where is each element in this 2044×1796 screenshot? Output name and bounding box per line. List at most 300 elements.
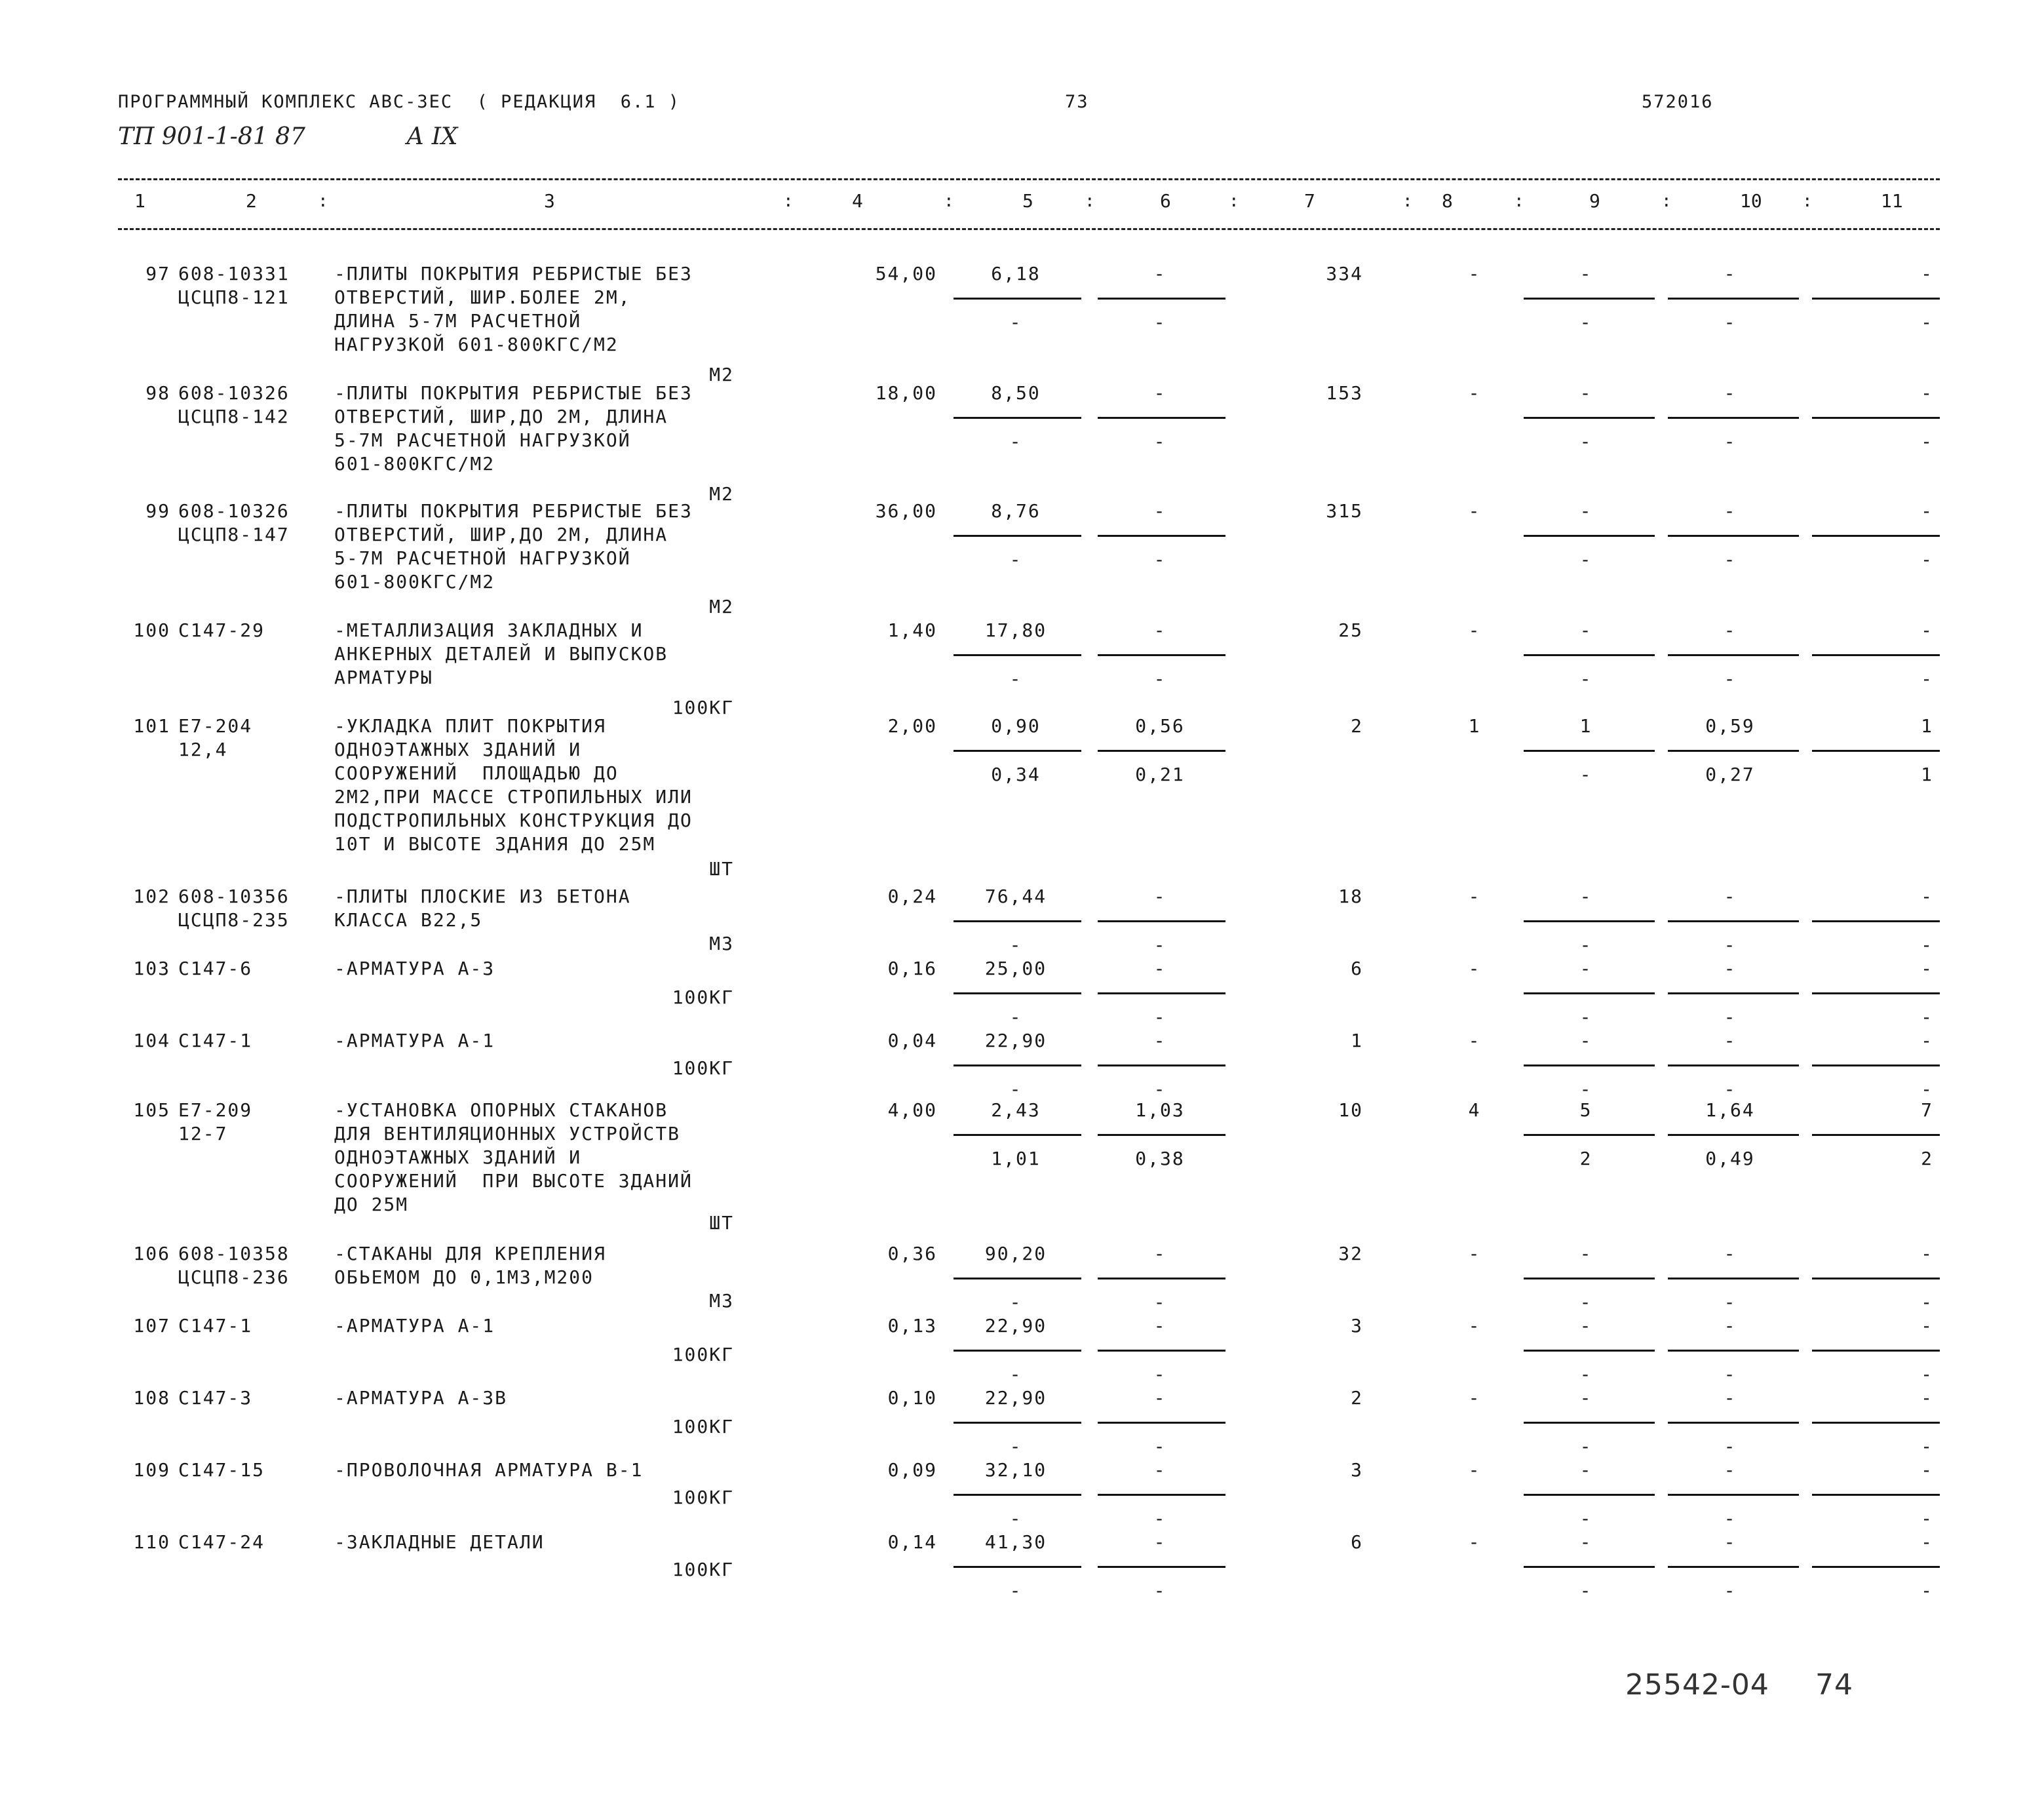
fraction-bar <box>1668 992 1799 994</box>
cost-total-sub: - <box>1009 1006 1022 1028</box>
column-10-value: - <box>1724 886 1737 907</box>
fraction-bar <box>1098 1494 1225 1496</box>
quantity: 0,09 <box>887 1459 937 1481</box>
cost-wages-sub: - <box>1153 1435 1167 1457</box>
resource-code: С147-24 <box>178 1531 265 1553</box>
work-description: 10Т И ВЫСОТЕ ЗДАНИЯ ДО 25М <box>334 833 656 855</box>
cost-wages: - <box>1153 500 1167 522</box>
column-11-sub: - <box>1921 668 1933 690</box>
cost-wages: - <box>1153 958 1167 979</box>
work-description: ОТВЕРСТИЙ, ШИР,ДО 2М, ДЛИНА <box>334 406 668 427</box>
column-9-sub: - <box>1579 1006 1592 1028</box>
cost-total: 8,50 <box>991 382 1041 404</box>
column-9-sub: - <box>1579 1363 1592 1385</box>
cost-total-sub: - <box>1009 1580 1022 1601</box>
column-separator: : <box>1229 191 1239 211</box>
fraction-bar <box>1812 298 1940 300</box>
column-10-sub: - <box>1724 1580 1737 1601</box>
column-11-value: - <box>1921 1459 1933 1481</box>
page-number: 73 <box>1065 92 1089 112</box>
cost-wages: - <box>1153 1387 1167 1409</box>
fraction-bar <box>1668 750 1799 752</box>
column-9-sub: - <box>1579 1291 1592 1313</box>
fraction-bar <box>954 992 1081 994</box>
work-description: -ПЛИТЫ ПЛОСКИЕ ИЗ БЕТОНА <box>334 886 631 907</box>
column-8-value: - <box>1468 619 1481 641</box>
column-number: 1 <box>134 190 145 212</box>
column-number: 2 <box>246 190 257 212</box>
work-description: НАГРУЗКОЙ 601-800КГС/М2 <box>334 334 619 355</box>
column-11-sub: - <box>1921 1006 1933 1028</box>
fraction-bar <box>954 1064 1081 1066</box>
column-8-value: - <box>1468 1387 1481 1409</box>
fraction-bar <box>1524 1566 1655 1568</box>
column-10-value: - <box>1724 619 1737 641</box>
unit-of-measure: ШТ <box>709 858 734 880</box>
column-9-sub: - <box>1579 1078 1592 1100</box>
column-9-value: - <box>1579 1315 1592 1337</box>
fraction-bar <box>954 1278 1081 1279</box>
unit-of-measure: М3 <box>709 1290 734 1312</box>
column-7-value: 334 <box>1326 263 1363 284</box>
resource-code: ЦСЦП8-236 <box>178 1266 290 1288</box>
column-10-sub: - <box>1724 311 1737 333</box>
cost-wages: - <box>1153 382 1167 404</box>
column-10-value: - <box>1724 382 1737 404</box>
column-8-value: - <box>1468 1315 1481 1337</box>
resource-code: 608-10326 <box>178 382 290 404</box>
work-description: 601-800КГС/М2 <box>334 453 495 475</box>
column-8-value: - <box>1468 958 1481 979</box>
column-separator: : <box>1802 191 1813 211</box>
fraction-bar <box>1668 1350 1799 1352</box>
work-description: ПОДСТРОПИЛЬНЫХ КОНСТРУКЦИЯ ДО <box>334 810 693 831</box>
fraction-bar <box>1524 1064 1655 1066</box>
work-description: 2М2,ПРИ МАССЕ СТРОПИЛЬНЫХ ИЛИ <box>334 786 693 808</box>
cost-wages-sub: - <box>1153 1580 1167 1601</box>
column-11-sub: - <box>1921 549 1933 570</box>
column-7-value: 3 <box>1351 1315 1363 1337</box>
column-9-sub: 2 <box>1579 1148 1592 1169</box>
column-9-value: - <box>1579 1459 1592 1481</box>
work-description: ДО 25М <box>334 1194 409 1215</box>
cost-total: 22,90 <box>984 1030 1047 1051</box>
fraction-bar <box>1668 417 1799 419</box>
column-11-value: 7 <box>1921 1099 1933 1121</box>
column-9-value: - <box>1579 500 1592 522</box>
cost-total: 76,44 <box>984 886 1047 907</box>
column-9-sub: - <box>1579 549 1592 570</box>
work-description: -СТАКАНЫ ДЛЯ КРЕПЛЕНИЯ <box>334 1243 606 1264</box>
column-9-value: - <box>1579 619 1592 641</box>
row-number: 104 <box>133 1030 170 1051</box>
column-separator: : <box>1402 191 1413 211</box>
column-9-sub: - <box>1579 934 1592 956</box>
quantity: 0,24 <box>887 886 937 907</box>
column-separator: : <box>783 191 794 211</box>
cost-wages: - <box>1153 886 1167 907</box>
column-number: 8 <box>1442 190 1453 212</box>
column-8-value: 4 <box>1468 1099 1481 1121</box>
cost-total: 2,43 <box>991 1099 1041 1121</box>
unit-of-measure: 100КГ <box>672 1344 734 1365</box>
column-10-value: - <box>1724 500 1737 522</box>
column-11-value: - <box>1921 1387 1933 1409</box>
fraction-bar <box>1524 1494 1655 1496</box>
fraction-bar <box>1524 750 1655 752</box>
fraction-bar <box>954 298 1081 300</box>
cost-wages-sub: - <box>1153 1363 1167 1385</box>
resource-code: 608-10326 <box>178 500 290 522</box>
cost-wages: - <box>1153 1315 1167 1337</box>
column-7-value: 18 <box>1338 886 1363 907</box>
cost-total: 25,00 <box>984 958 1047 979</box>
unit-of-measure: М2 <box>709 483 734 505</box>
column-8-value: - <box>1468 382 1481 404</box>
cost-wages: - <box>1153 263 1167 284</box>
cost-wages-sub: - <box>1153 311 1167 333</box>
cost-total: 22,90 <box>984 1387 1047 1409</box>
column-10-sub: - <box>1724 1078 1737 1100</box>
fraction-bar <box>1524 535 1655 537</box>
fraction-bar <box>1098 654 1225 656</box>
sheet-number: 74 <box>1815 1668 1853 1702</box>
cost-wages-sub: - <box>1153 1508 1167 1529</box>
cost-wages-sub: - <box>1153 934 1167 956</box>
column-10-sub: - <box>1724 1006 1737 1028</box>
cost-total-sub: - <box>1009 431 1022 452</box>
cost-wages-sub: - <box>1153 1006 1167 1028</box>
unit-of-measure: 100КГ <box>672 986 734 1008</box>
program-header: ПРОГРАММНЫЙ КОМПЛЕКС АВС-ЗЕС ( РЕДАКЦИЯ 6.1 ) <box>118 92 681 112</box>
unit-of-measure: М2 <box>709 364 734 385</box>
quantity: 0,04 <box>887 1030 937 1051</box>
cost-total-sub: - <box>1009 1508 1022 1529</box>
work-description: -АРМАТУРА А-3 <box>334 958 495 979</box>
row-number: 107 <box>133 1315 170 1337</box>
fraction-bar <box>1668 535 1799 537</box>
cost-total: 0,90 <box>991 715 1041 737</box>
fraction-bar <box>954 920 1081 922</box>
work-description: 5-7М РАСЧЕТНОЙ НАГРУЗКОЙ <box>334 547 631 569</box>
column-10-value: - <box>1724 1459 1737 1481</box>
fraction-bar <box>1524 1422 1655 1424</box>
column-11-value: - <box>1921 382 1933 404</box>
column-number: 10 <box>1740 190 1762 212</box>
fraction-bar <box>1524 1350 1655 1352</box>
fraction-bar <box>1524 417 1655 419</box>
row-number: 105 <box>133 1099 170 1121</box>
row-number: 109 <box>133 1459 170 1481</box>
fraction-bar <box>1098 1278 1225 1279</box>
column-11-value: - <box>1921 886 1933 907</box>
column-8-value: 1 <box>1468 715 1481 737</box>
work-description: -ПЛИТЫ ПОКРЫТИЯ РЕБРИСТЫЕ БЕЗ <box>334 500 693 522</box>
column-11-value: - <box>1921 263 1933 284</box>
column-11-sub: 2 <box>1921 1148 1933 1169</box>
work-description: ОДНОЭТАЖНЫХ ЗДАНИЙ И <box>334 1146 582 1168</box>
column-10-value: 0,59 <box>1705 715 1755 737</box>
column-number: 3 <box>544 190 555 212</box>
cost-total-sub: - <box>1009 1435 1022 1457</box>
cost-wages-sub: - <box>1153 431 1167 452</box>
fraction-bar <box>1524 298 1655 300</box>
column-10-sub: - <box>1724 934 1737 956</box>
fraction-bar <box>1524 1134 1655 1136</box>
fraction-bar <box>954 1566 1081 1568</box>
row-number: 99 <box>145 500 170 522</box>
column-10-sub: - <box>1724 1363 1737 1385</box>
fraction-bar <box>1812 1134 1940 1136</box>
work-description: -МЕТАЛЛИЗАЦИЯ ЗАКЛАДНЫХ И <box>334 619 644 641</box>
quantity: 54,00 <box>875 263 937 284</box>
work-description: ОТВЕРСТИЙ, ШИР.БОЛЕЕ 2М, <box>334 286 631 308</box>
fraction-bar <box>954 1422 1081 1424</box>
fraction-bar <box>1098 298 1225 300</box>
column-11-value: - <box>1921 958 1933 979</box>
work-description: ДЛИНА 5-7М РАСЧЕТНОЙ <box>334 310 582 332</box>
column-10-sub: - <box>1724 668 1737 690</box>
column-8-value: - <box>1468 1243 1481 1264</box>
column-10-value: 1,64 <box>1705 1099 1755 1121</box>
row-number: 106 <box>133 1243 170 1264</box>
fraction-bar <box>1098 992 1225 994</box>
column-8-value: - <box>1468 1030 1481 1051</box>
unit-of-measure: ШТ <box>709 1212 734 1234</box>
cost-total-sub: - <box>1009 1363 1022 1385</box>
column-9-sub: - <box>1579 1508 1592 1529</box>
work-description: -ЗАКЛАДНЫЕ ДЕТАЛИ <box>334 1531 545 1553</box>
column-separator: : <box>318 191 328 211</box>
fraction-bar <box>1812 417 1940 419</box>
cost-total: 8,76 <box>991 500 1041 522</box>
fraction-bar <box>954 1134 1081 1136</box>
cost-total-sub: - <box>1009 1291 1022 1313</box>
cost-total: 6,18 <box>991 263 1041 284</box>
fraction-bar <box>1524 992 1655 994</box>
column-9-value: - <box>1579 1243 1592 1264</box>
fraction-bar <box>1098 750 1225 752</box>
cost-wages: - <box>1153 1243 1167 1264</box>
fraction-bar <box>1668 1422 1799 1424</box>
column-7-value: 10 <box>1338 1099 1363 1121</box>
cost-total: 32,10 <box>984 1459 1047 1481</box>
work-description: -ПЛИТЫ ПОКРЫТИЯ РЕБРИСТЫЕ БЕЗ <box>334 382 693 404</box>
work-description: АРМАТУРЫ <box>334 667 433 688</box>
fraction-bar <box>1668 1566 1799 1568</box>
work-description: -ПЛИТЫ ПОКРЫТИЯ РЕБРИСТЫЕ БЕЗ <box>334 263 693 284</box>
column-number: 9 <box>1589 190 1600 212</box>
column-11-sub: - <box>1921 1078 1933 1100</box>
resource-code: С147-1 <box>178 1315 253 1337</box>
column-10-value: - <box>1724 1531 1737 1553</box>
fraction-bar <box>1524 654 1655 656</box>
quantity: 36,00 <box>875 500 937 522</box>
column-7-value: 315 <box>1326 500 1363 522</box>
work-description: 5-7М РАСЧЕТНОЙ НАГРУЗКОЙ <box>334 429 631 451</box>
quantity: 0,36 <box>887 1243 937 1264</box>
cost-wages: - <box>1153 1531 1167 1553</box>
column-10-value: - <box>1724 1315 1737 1337</box>
cost-wages-sub: 0,21 <box>1135 764 1185 785</box>
column-9-value: - <box>1579 1030 1592 1051</box>
column-11-value: - <box>1921 619 1933 641</box>
column-7-value: 153 <box>1326 382 1363 404</box>
cost-wages: 0,56 <box>1135 715 1185 737</box>
column-separator: : <box>1085 191 1095 211</box>
column-8-value: - <box>1468 500 1481 522</box>
cost-total-sub: - <box>1009 668 1022 690</box>
fraction-bar <box>954 750 1081 752</box>
column-10-sub: - <box>1724 1508 1737 1529</box>
column-9-value: 5 <box>1579 1099 1592 1121</box>
column-9-value: - <box>1579 263 1592 284</box>
row-number: 98 <box>145 382 170 404</box>
row-number: 100 <box>133 619 170 641</box>
column-8-value: - <box>1468 1531 1481 1553</box>
column-number: 6 <box>1160 190 1171 212</box>
fraction-bar <box>1812 1064 1940 1066</box>
row-number: 103 <box>133 958 170 979</box>
resource-code: Е7-209 <box>178 1099 253 1121</box>
work-description: ОТВЕРСТИЙ, ШИР,ДО 2М, ДЛИНА <box>334 524 668 545</box>
cost-total: 90,20 <box>984 1243 1047 1264</box>
quantity: 0,13 <box>887 1315 937 1337</box>
fraction-bar <box>954 1494 1081 1496</box>
unit-of-measure: 100КГ <box>672 697 734 718</box>
fraction-bar <box>954 1350 1081 1352</box>
resource-code: ЦСЦП8-142 <box>178 406 290 427</box>
resource-code: ЦСЦП8-235 <box>178 909 290 931</box>
cost-wages-sub: - <box>1153 1078 1167 1100</box>
cost-wages-sub: 0,38 <box>1135 1148 1185 1169</box>
unit-of-measure: 100КГ <box>672 1487 734 1508</box>
work-description: СООРУЖЕНИЙ ПЛОЩАДЬЮ ДО <box>334 762 619 784</box>
column-9-value: - <box>1579 1387 1592 1409</box>
fraction-bar <box>1812 1422 1940 1424</box>
fraction-bar <box>1812 535 1940 537</box>
cost-wages: - <box>1153 1030 1167 1051</box>
column-11-value: 1 <box>1921 715 1933 737</box>
column-9-sub: - <box>1579 1435 1592 1457</box>
cost-total-sub: 1,01 <box>991 1148 1041 1169</box>
fraction-bar <box>1098 1350 1225 1352</box>
column-10-sub: - <box>1724 431 1737 452</box>
row-number: 110 <box>133 1531 170 1553</box>
fraction-bar <box>1098 1422 1225 1424</box>
column-9-value: - <box>1579 886 1592 907</box>
cost-wages: 1,03 <box>1135 1099 1185 1121</box>
fraction-bar <box>1098 1134 1225 1136</box>
column-11-sub: - <box>1921 431 1933 452</box>
cost-wages-sub: - <box>1153 668 1167 690</box>
column-9-value: 1 <box>1579 715 1592 737</box>
unit-of-measure: 100КГ <box>672 1057 734 1079</box>
quantity: 0,14 <box>887 1531 937 1553</box>
column-11-sub: - <box>1921 1435 1933 1457</box>
resource-code: С147-3 <box>178 1387 253 1409</box>
cost-wages: - <box>1153 619 1167 641</box>
column-11-value: - <box>1921 1531 1933 1553</box>
column-11-value: - <box>1921 1030 1933 1051</box>
column-11-sub: - <box>1921 934 1933 956</box>
column-11-value: - <box>1921 1315 1933 1337</box>
work-description: -УСТАНОВКА ОПОРНЫХ СТАКАНОВ <box>334 1099 668 1121</box>
fraction-bar <box>1812 654 1940 656</box>
column-11-value: - <box>1921 500 1933 522</box>
fraction-bar <box>1098 1566 1225 1568</box>
header-bottom-rule <box>118 228 1940 230</box>
archive-stamp: 25542-04 <box>1625 1668 1769 1702</box>
project-number: ТП 901-1-81 87 <box>118 123 305 150</box>
header-top-rule <box>118 178 1940 180</box>
document-code: 572016 <box>1642 92 1714 112</box>
column-10-sub: 0,27 <box>1705 764 1755 785</box>
work-description: КЛАССА В22,5 <box>334 909 483 931</box>
fraction-bar <box>1098 920 1225 922</box>
column-9-sub: - <box>1579 311 1592 333</box>
fraction-bar <box>1098 535 1225 537</box>
work-description: ДЛЯ ВЕНТИЛЯЦИОННЫХ УСТРОЙСТВ <box>334 1123 681 1144</box>
column-11-value: - <box>1921 1243 1933 1264</box>
fraction-bar <box>1812 920 1940 922</box>
column-7-value: 32 <box>1338 1243 1363 1264</box>
quantity: 0,10 <box>887 1387 937 1409</box>
work-description: ОБЬЕМОМ ДО 0,1М3,М200 <box>334 1266 594 1288</box>
resource-code: 608-10356 <box>178 886 290 907</box>
cost-total-sub: - <box>1009 549 1022 570</box>
column-9-sub: - <box>1579 764 1592 785</box>
column-7-value: 2 <box>1351 1387 1363 1409</box>
resource-code: С147-6 <box>178 958 253 979</box>
resource-code: С147-29 <box>178 619 265 641</box>
column-10-value: - <box>1724 958 1737 979</box>
row-number: 101 <box>133 715 170 737</box>
column-separator: : <box>944 191 954 211</box>
work-description: -УКЛАДКА ПЛИТ ПОКРЫТИЯ <box>334 715 606 737</box>
column-11-sub: 1 <box>1921 764 1933 785</box>
cost-total-sub: - <box>1009 1078 1022 1100</box>
unit-of-measure: 100КГ <box>672 1416 734 1437</box>
column-10-value: - <box>1724 1030 1737 1051</box>
column-11-sub: - <box>1921 1291 1933 1313</box>
column-8-value: - <box>1468 1459 1481 1481</box>
fraction-bar <box>954 417 1081 419</box>
column-10-value: - <box>1724 1387 1737 1409</box>
quantity: 0,16 <box>887 958 937 979</box>
cost-total-sub: - <box>1009 311 1022 333</box>
cost-total: 17,80 <box>984 619 1047 641</box>
work-description: ОДНОЭТАЖНЫХ ЗДАНИЙ И <box>334 739 582 760</box>
unit-of-measure: М3 <box>709 933 734 954</box>
unit-of-measure: М2 <box>709 596 734 617</box>
column-9-sub: - <box>1579 1580 1592 1601</box>
work-description: 601-800КГС/М2 <box>334 571 495 593</box>
work-description: АНКЕРНЫХ ДЕТАЛЕЙ И ВЫПУСКОВ <box>334 643 668 665</box>
column-number: 7 <box>1304 190 1315 212</box>
work-description: -АРМАТУРА А-1 <box>334 1030 495 1051</box>
column-10-sub: - <box>1724 549 1737 570</box>
column-9-value: - <box>1579 382 1592 404</box>
work-description: -АРМАТУРА А-1 <box>334 1315 495 1337</box>
fraction-bar <box>1668 920 1799 922</box>
fraction-bar <box>1524 920 1655 922</box>
column-11-sub: - <box>1921 1580 1933 1601</box>
column-10-sub: - <box>1724 1291 1737 1313</box>
cost-wages: - <box>1153 1459 1167 1481</box>
fraction-bar <box>1812 1278 1940 1279</box>
column-7-value: 6 <box>1351 958 1363 979</box>
